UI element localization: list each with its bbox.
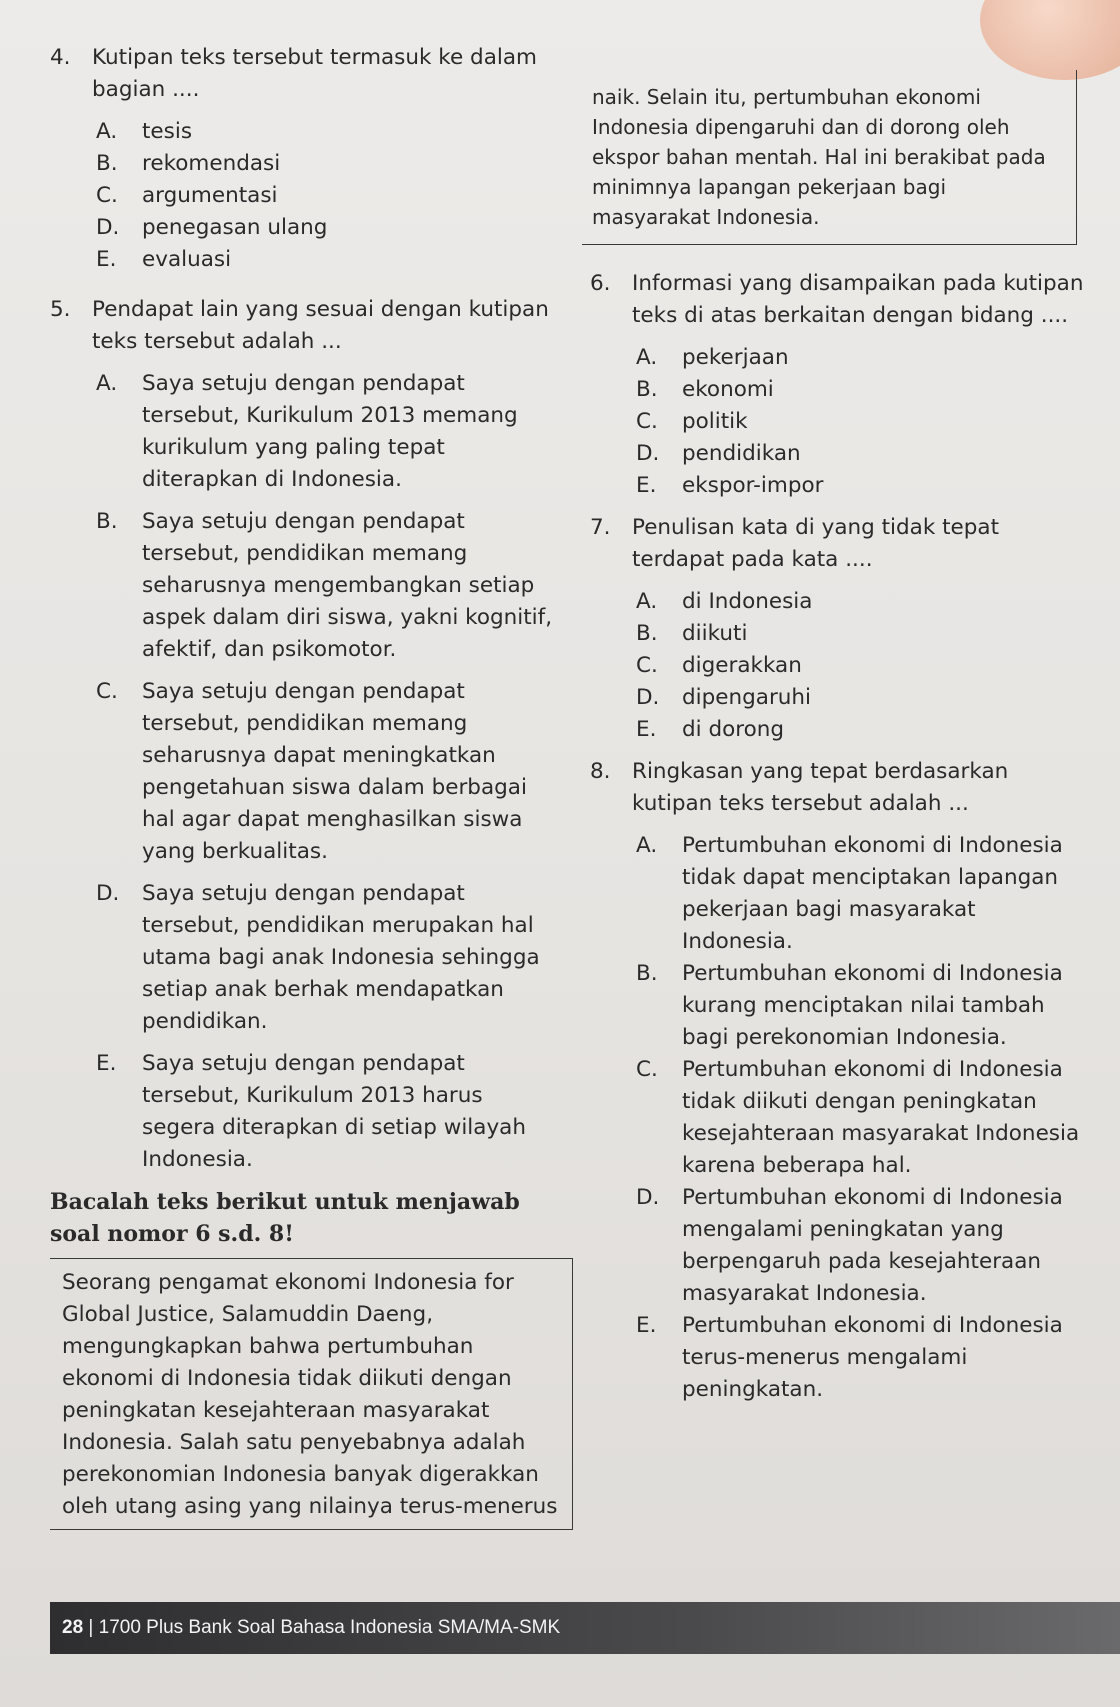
option-c[interactable]: C. digerakkan <box>636 653 802 678</box>
option-d[interactable]: D. Saya setuju dengan pendapat tersebut, pendidikan merupakan hal utama bagi anak Indonesia sehingga setiap anak berhak mendapatkan pendidikan. <box>96 881 540 1034</box>
question-number: 7. <box>590 515 611 540</box>
option-e[interactable]: E. Pertumbuhan ekonomi di Indonesia terus-menerus mengalami peningkatan. <box>636 1313 1063 1402</box>
question-text: Pendapat lain yang sesuai dengan kutipan teks tersebut adalah ... <box>92 297 549 354</box>
question-number: 5. <box>50 297 71 322</box>
question-text: Informasi yang disampaikan pada kutipan teks di atas berkaitan dengan bidang .... <box>632 271 1084 328</box>
left-column <box>50 42 610 1530</box>
finger-corner <box>980 0 1120 80</box>
option-b[interactable]: B. diikuti <box>636 621 748 646</box>
option-c[interactable]: C. Saya setuju dengan pendapat tersebut, pendidikan memang seharusnya dapat meningkatkan pengetahuan siswa dalam berbagai hal agar dapat menghasilkan siswa yang berkualitas. <box>96 679 527 864</box>
question-6 <box>590 268 1090 332</box>
option-d[interactable]: D. pendidikan <box>636 441 801 466</box>
option-a[interactable]: A. pekerjaan <box>636 345 789 370</box>
question-number: 6. <box>590 271 611 296</box>
option-a[interactable]: A. Pertumbuhan ekonomi di Indonesia tidak dapat menciptakan lapangan pekerjaan bagi masyarakat Indonesia. <box>636 833 1063 954</box>
option-a[interactable]: A. di Indonesia <box>636 589 813 614</box>
option-c[interactable]: C. Pertumbuhan ekonomi di Indonesia tidak diikuti dengan peningkatan kesejahteraan masyarakat Indonesia karena beberapa hal. <box>636 1057 1080 1178</box>
option-a[interactable]: A. Saya setuju dengan pendapat tersebut, Kurikulum 2013 memang kurikulum yang paling tepat diterapkan di Indonesia. <box>96 371 518 492</box>
question-8 <box>590 756 1090 820</box>
question-number: 8. <box>590 759 611 784</box>
page-number: 28 <box>62 1617 84 1638</box>
option-b[interactable]: B. rekomendasi <box>96 151 281 176</box>
passage-box-part1: Seorang pengamat ekonomi Indonesia for Global Justice, Salamuddin Daeng, mengungkapkan bahwa pertumbuhan ekonomi di Indonesia tidak diikuti dengan peningkatan kesejahteraan masyarakat Indonesia. Salah satu penyebabnya adalah perekonomian Indonesia banyak digerakkan oleh utang asing yang nilainya terus-menerus <box>50 1258 573 1530</box>
book-title: 1700 Plus Bank Soal Bahasa Indonesia SMA/MA-SMK <box>98 1617 561 1638</box>
option-e[interactable]: E. Saya setuju dengan pendapat tersebut, Kurikulum 2013 harus segera diterapkan di setiap wilayah Indonesia. <box>96 1051 526 1172</box>
option-b[interactable]: B. ekonomi <box>636 377 774 402</box>
question-text: Penulisan kata di yang tidak tepat terdapat pada kata .... <box>632 515 1000 572</box>
question-7 <box>590 512 1090 576</box>
footer-separator: | <box>88 1617 94 1638</box>
question-text: Ringkasan yang tepat berdasarkan kutipan teks tersebut adalah ... <box>632 759 1009 816</box>
page-footer <box>50 1602 1120 1654</box>
option-e[interactable]: E. di dorong <box>636 717 785 742</box>
right-column <box>590 268 1090 1406</box>
reading-instruction: Bacalah teks berikut untuk menjawab soal nomor 6 s.d. 8! <box>50 1189 520 1247</box>
option-c[interactable]: C. politik <box>636 409 748 434</box>
option-d[interactable]: D. dipengaruhi <box>636 685 812 710</box>
question-5 <box>50 294 610 358</box>
option-d[interactable]: D. penegasan ulang <box>96 215 328 240</box>
option-d[interactable]: D. Pertumbuhan ekonomi di Indonesia mengalami peningkatan yang berpengaruh pada kesejahteraan masyarakat Indonesia. <box>636 1185 1063 1306</box>
passage-box-part2: naik. Selain itu, pertumbuhan ekonomi Indonesia dipengaruhi dan di dorong oleh ekspor bahan mentah. Hal ini berakibat pada minimnya lapangan pekerjaan bagi masyarakat Indonesia. <box>582 70 1077 245</box>
question-4 <box>50 42 610 106</box>
option-e[interactable]: E. evaluasi <box>96 247 232 272</box>
question-number: 4. <box>50 45 71 70</box>
question-text: Kutipan teks tersebut termasuk ke dalam bagian .... <box>92 45 537 102</box>
option-e[interactable]: E. ekspor-impor <box>636 473 824 498</box>
option-b[interactable]: B. Saya setuju dengan pendapat tersebut, pendidikan memang seharusnya mengembangkan setiap aspek dalam diri siswa, yakni kognitif, afektif, dan psikomotor. <box>96 509 553 662</box>
option-c[interactable]: C. argumentasi <box>96 183 278 208</box>
option-a[interactable]: A. tesis <box>96 119 193 144</box>
option-b[interactable]: B. Pertumbuhan ekonomi di Indonesia kurang menciptakan nilai tambah bagi perekonomian Indonesia. <box>636 961 1063 1050</box>
